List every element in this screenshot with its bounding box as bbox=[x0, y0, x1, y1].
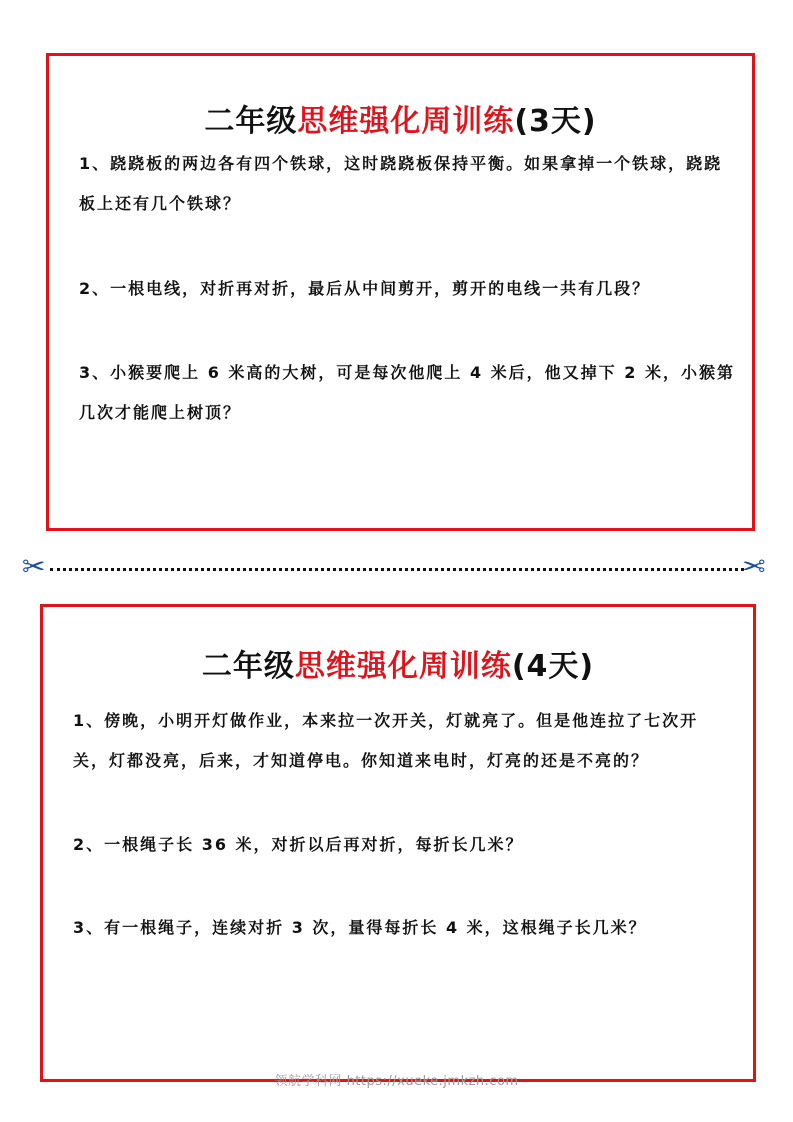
cut-line-divider bbox=[50, 568, 744, 571]
worksheet-card-day3 bbox=[46, 53, 755, 531]
title-grade: 二年级 bbox=[204, 104, 298, 139]
card-title bbox=[43, 641, 753, 685]
scissors-icon: ✂ bbox=[22, 550, 46, 583]
question-1: 1、跷跷板的两边各有四个铁球，这时跷跷板保持平衡。如果拿掉一个铁球，跷跷板上还有几个铁球？ bbox=[79, 154, 723, 213]
card-title bbox=[49, 96, 752, 140]
question-2: 2、一根绳子长 36 米，对折以后再对折，每折长几米？ bbox=[73, 835, 524, 854]
worksheet-card-day4 bbox=[40, 604, 756, 1082]
title-day: (3天) bbox=[514, 104, 597, 139]
title-day: (4天) bbox=[511, 649, 595, 684]
title-topic: 思维强化周训练 bbox=[297, 104, 515, 139]
title-topic: 思维强化周训练 bbox=[294, 649, 512, 684]
scissors-icon: ✂ bbox=[742, 550, 766, 583]
question-3: 3、有一根绳子，连续对折 3 次，量得每折长 4 米，这根绳子长几米？ bbox=[73, 918, 647, 937]
question-2: 2、一根电线，对折再对折，最后从中间剪开，剪开的电线一共有几段？ bbox=[79, 279, 651, 298]
footer-watermark: 领航学科网 https://xueke.jmkzh.com bbox=[274, 1074, 519, 1089]
question-3: 3、小猴要爬上 6 米高的大树，可是每次他爬上 4 米后，他又掉下 2 米，小猴第几次才能爬上树顶？ bbox=[79, 363, 735, 422]
question-1: 1、傍晚，小明开灯做作业，本来拉一次开关，灯就亮了。但是他连拉了七次开关，灯都没亮，后来，才知道停电。你知道来电时，灯亮的还是不亮的？ bbox=[73, 711, 699, 770]
title-grade: 二年级 bbox=[201, 649, 295, 684]
